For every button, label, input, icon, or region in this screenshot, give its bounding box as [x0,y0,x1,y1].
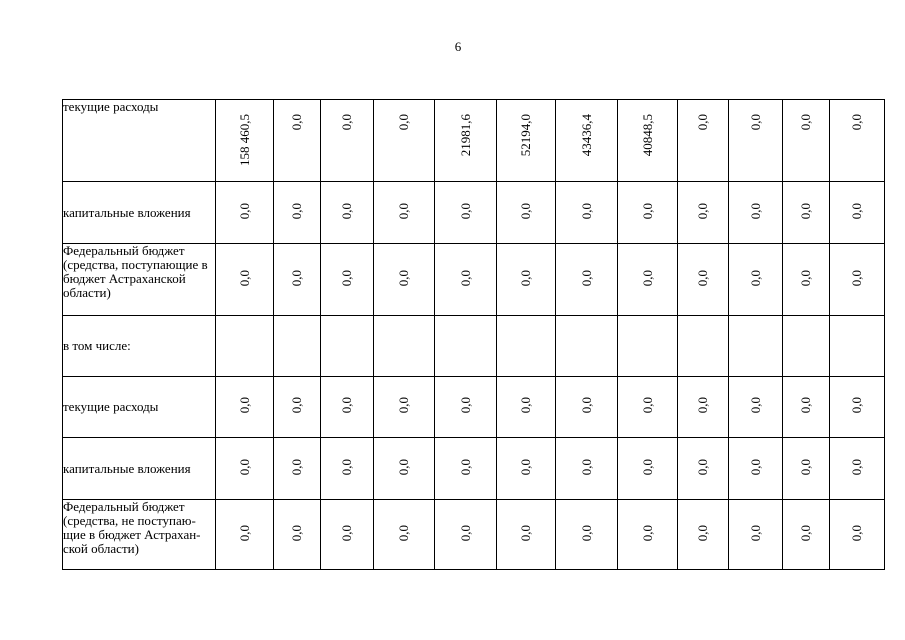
cell-value: 0,0 [457,458,473,476]
cell-value: 0,0 [747,269,763,287]
cell-value: 0,0 [457,269,473,287]
cell-value: 0,0 [236,458,252,476]
cell-value: 0,0 [849,524,864,542]
value-cell [729,244,783,316]
value-cell [556,316,618,377]
value-cell [274,182,321,244]
cell-value: 0,0 [798,202,813,220]
cell-value: 21981,6 [457,114,473,157]
value-cell [783,182,830,244]
value-cell [321,182,374,244]
cell-value: 0,0 [339,397,354,414]
value-cell [497,244,556,316]
value-cell [729,500,783,570]
cell-value: 0,0 [396,114,411,131]
value-cell [321,244,374,316]
value-cell [374,500,435,570]
value-cell [321,100,374,182]
row-label: капитальные вложения [63,438,216,500]
cell-value: 0,0 [798,114,813,131]
value-cell [435,316,497,377]
value-cell [783,316,830,377]
cell-value: 0,0 [695,202,710,220]
including-row [63,316,885,377]
value-cell [729,377,783,438]
budget-table [62,99,885,570]
value-cell [618,182,678,244]
value-cell [783,100,830,182]
cell-value: 0,0 [747,524,763,542]
cell-value: 0,0 [639,269,655,287]
value-cell [618,316,678,377]
cell-value: 0,0 [578,397,594,414]
cell-value: 0,0 [849,114,864,131]
value-cell [321,316,374,377]
value-cell [556,500,618,570]
cell-value: 0,0 [578,202,594,220]
cell-value: 0,0 [289,458,304,476]
cell-value: 0,0 [798,269,813,287]
value-cell [216,377,274,438]
value-cell [321,438,374,500]
cell-value: 43436,4 [578,114,594,157]
value-cell [274,244,321,316]
cell-value: 0,0 [289,269,304,287]
value-cell [830,316,885,377]
value-cell [618,438,678,500]
cell-value: 0,0 [747,202,763,220]
value-cell [216,182,274,244]
federal-budget-in-row [63,244,885,316]
row-label: в том числе: [63,316,216,377]
value-cell [435,244,497,316]
cell-value: 0,0 [849,269,864,287]
value-cell [321,377,374,438]
value-cell [729,316,783,377]
cell-value: 158 460,5 [236,114,252,166]
cell-value: 0,0 [695,458,710,476]
cell-value: 0,0 [578,524,594,542]
value-cell [374,244,435,316]
cell-value: 0,0 [747,114,763,131]
cell-value: 0,0 [747,458,763,476]
value-cell [556,100,618,182]
value-cell [435,438,497,500]
row-label: текущие расходы [63,377,216,438]
value-cell [678,316,729,377]
value-cell [783,500,830,570]
value-cell [274,100,321,182]
cell-value: 0,0 [639,524,655,542]
value-cell [678,182,729,244]
cell-value: 0,0 [289,397,304,414]
cell-value: 52194,0 [518,114,533,157]
value-cell [556,377,618,438]
value-cell [556,244,618,316]
value-cell [216,100,274,182]
value-cell [374,438,435,500]
value-cell [274,316,321,377]
cell-value: 0,0 [747,397,763,414]
value-cell [830,182,885,244]
row-label: текущие расходы [63,100,216,182]
cell-value: 0,0 [339,202,354,220]
cell-value: 0,0 [236,524,252,542]
cell-value: 0,0 [518,269,533,287]
row-label: Федеральный бюджет (средства, поступающие в бюджет Астраханской области) [63,244,216,316]
value-cell [830,244,885,316]
capital-investments-row [63,182,885,244]
cell-value: 0,0 [236,269,252,287]
value-cell [216,438,274,500]
federal-budget-out-row [63,500,885,570]
value-cell [497,316,556,377]
value-cell [497,100,556,182]
value-cell [618,500,678,570]
cell-value: 0,0 [578,458,594,476]
cell-value: 0,0 [518,458,533,476]
current-expenses-row-2 [63,377,885,438]
value-cell [216,500,274,570]
value-cell [274,377,321,438]
cell-value: 0,0 [396,397,411,414]
value-cell [783,438,830,500]
value-cell [729,438,783,500]
value-cell [729,100,783,182]
value-cell [435,182,497,244]
value-cell [830,100,885,182]
value-cell [729,182,783,244]
value-cell [216,244,274,316]
cell-value: 0,0 [289,524,304,542]
cell-value: 0,0 [518,524,533,542]
value-cell [374,182,435,244]
current-expenses-row [63,100,885,182]
value-cell [497,182,556,244]
cell-value: 0,0 [849,202,864,220]
cell-value: 0,0 [695,397,710,414]
cell-value: 0,0 [289,114,304,131]
value-cell [618,100,678,182]
value-cell [374,377,435,438]
value-cell [678,500,729,570]
cell-value: 0,0 [798,524,813,542]
value-cell [556,438,618,500]
value-cell [321,500,374,570]
value-cell [783,377,830,438]
value-cell [374,100,435,182]
cell-value: 0,0 [849,458,864,476]
value-cell [435,100,497,182]
cell-value: 0,0 [695,269,710,287]
row-label: Федеральный бюджет (средства, не поступаю-щие в бюджет Астрахан-ской области) [63,500,216,570]
value-cell [556,182,618,244]
cell-value: 0,0 [639,458,655,476]
value-cell [497,500,556,570]
cell-value: 0,0 [518,202,533,220]
value-cell [678,100,729,182]
cell-value: 0,0 [396,458,411,476]
page-number: 6 [454,39,462,54]
value-cell [374,316,435,377]
cell-value: 0,0 [457,202,473,220]
value-cell [274,438,321,500]
cell-value: 0,0 [236,202,252,220]
value-cell [830,377,885,438]
capital-investments-row-2 [63,438,885,500]
cell-value: 0,0 [457,524,473,542]
cell-value: 0,0 [339,458,354,476]
cell-value: 0,0 [289,202,304,220]
cell-value: 0,0 [639,202,655,220]
value-cell [497,377,556,438]
value-cell [274,500,321,570]
value-cell [618,244,678,316]
value-cell [678,438,729,500]
cell-value: 0,0 [396,269,411,287]
value-cell [678,377,729,438]
cell-value: 40848,5 [639,114,655,157]
cell-value: 0,0 [339,524,354,542]
value-cell [216,316,274,377]
value-cell [830,500,885,570]
cell-value: 0,0 [236,397,252,414]
cell-value: 0,0 [518,397,533,414]
value-cell [678,244,729,316]
cell-value: 0,0 [798,397,813,414]
cell-value: 0,0 [396,524,411,542]
value-cell [497,438,556,500]
cell-value: 0,0 [695,524,710,542]
cell-value: 0,0 [339,114,354,131]
cell-value: 0,0 [457,397,473,414]
value-cell [435,500,497,570]
cell-value: 0,0 [695,114,710,131]
cell-value: 0,0 [578,269,594,287]
cell-value: 0,0 [798,458,813,476]
cell-value: 0,0 [396,202,411,220]
value-cell [618,377,678,438]
cell-value: 0,0 [639,397,655,414]
row-label: капитальные вложения [63,182,216,244]
cell-value: 0,0 [339,269,354,287]
cell-value: 0,0 [849,397,864,414]
value-cell [783,244,830,316]
value-cell [435,377,497,438]
value-cell [830,438,885,500]
